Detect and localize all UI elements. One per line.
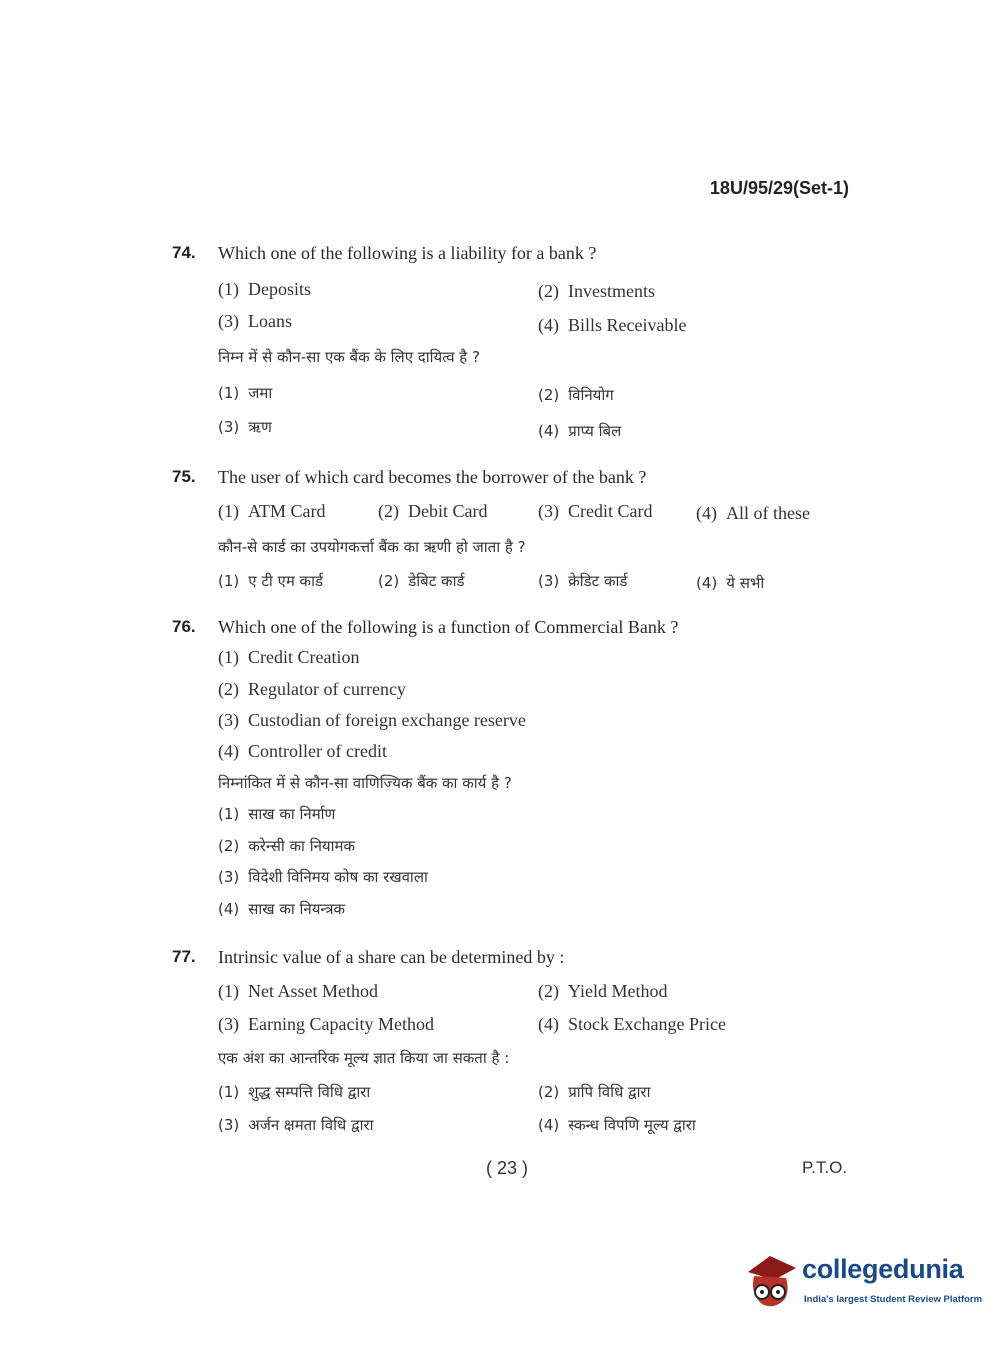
question-text-hindi: एक अंश का आन्तरिक मूल्य ज्ञात किया जा सकता है : xyxy=(218,1049,510,1067)
option-hindi: (3) ऋण xyxy=(218,418,272,436)
page-number: ( 23 ) xyxy=(486,1158,529,1178)
option: (1) ATM Card xyxy=(218,501,326,521)
question-number: 75. xyxy=(172,467,196,486)
option: (2) Investments xyxy=(538,281,655,301)
option-hindi: (4) साख का नियन्त्रक xyxy=(218,900,346,918)
logo-tagline: India's largest Student Review Platform xyxy=(804,1294,983,1305)
option-hindi: (2) विनियोग xyxy=(538,386,614,404)
option: (1) Credit Creation xyxy=(218,647,360,667)
option: (4) All of these xyxy=(696,503,810,523)
question-text-hindi: कौन-से कार्ड का उपयोगकर्त्ता बैंक का ऋणी हो जाता है ? xyxy=(218,538,526,556)
question-text-hindi: निम्नांकित में से कौन-सा वाणिज्यिक बैंक का कार्य है ? xyxy=(218,774,512,792)
option-hindi: (4) स्कन्ध विपणि मूल्य द्वारा xyxy=(538,1116,696,1134)
option-hindi: (3) क्रेडिट कार्ड xyxy=(538,572,628,590)
option-hindi: (1) जमा xyxy=(218,384,273,402)
collegedunia-logo xyxy=(740,1248,983,1318)
question-text: Which one of the following is a liability for a bank ? xyxy=(218,243,597,263)
question-text: Which one of the following is a function of Commercial Bank ? xyxy=(218,617,679,637)
option-hindi: (1) साख का निर्माण xyxy=(218,805,336,823)
option-hindi: (4) ये सभी xyxy=(696,574,765,592)
option-hindi: (1) ए टी एम कार्ड xyxy=(218,572,323,590)
option: (4) Stock Exchange Price xyxy=(538,1014,726,1034)
option: (3) Credit Card xyxy=(538,501,653,521)
option: (3) Earning Capacity Method xyxy=(218,1014,434,1034)
option-hindi: (2) प्रापि विधि द्वारा xyxy=(538,1083,651,1101)
option-hindi: (2) करेन्सी का नियामक xyxy=(218,837,355,855)
mascot-icon xyxy=(740,1250,802,1312)
option-hindi: (3) विदेशी विनिमय कोष का रखवाला xyxy=(218,868,428,886)
option: (2) Yield Method xyxy=(538,981,668,1001)
question-text-hindi: निम्न में से कौन-सा एक बैंक के लिए दायित्व है ? xyxy=(218,348,480,366)
option: (4) Controller of credit xyxy=(218,741,387,761)
question-text: The user of which card becomes the borrower of the bank ? xyxy=(218,467,647,487)
paper-code: 18U/95/29(Set-1) xyxy=(709,178,849,198)
option: (1) Deposits xyxy=(218,279,311,299)
option-hindi: (1) शुद्ध सम्पत्ति विधि द्वारा xyxy=(218,1083,371,1101)
option: (3) Custodian of foreign exchange reserve xyxy=(218,710,526,730)
question-number: 74. xyxy=(172,243,196,262)
question-number: 77. xyxy=(172,947,196,966)
option-hindi: (2) डेबिट कार्ड xyxy=(378,572,465,590)
question-number: 76. xyxy=(172,617,196,636)
option: (4) Bills Receivable xyxy=(538,315,687,335)
option-hindi: (3) अर्जन क्षमता विधि द्वारा xyxy=(218,1116,374,1134)
option: (1) Net Asset Method xyxy=(218,981,378,1001)
option: (2) Debit Card xyxy=(378,501,488,521)
option: (2) Regulator of currency xyxy=(218,679,406,699)
option-hindi: (4) प्राप्य बिल xyxy=(538,422,622,440)
pto-label: P.T.O. xyxy=(802,1158,848,1177)
question-text: Intrinsic value of a share can be determined by : xyxy=(218,947,565,967)
logo-name: collegedunia xyxy=(802,1254,964,1284)
option: (3) Loans xyxy=(218,311,292,331)
